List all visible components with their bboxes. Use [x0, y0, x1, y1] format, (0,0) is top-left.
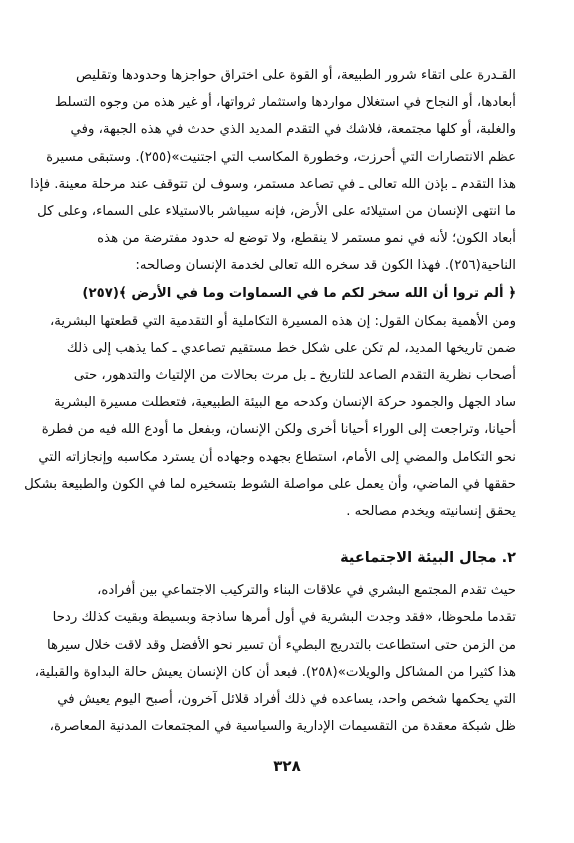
- text-line: هذا كثيرا من المشاكل والويلات»(٢٥٨). فبعد أن كان الإنسان يعيش حالة البداوة والقبلية،: [34, 664, 516, 680]
- text-line: تقدما ملحوظا، «فقد وجدت البشرية في أول أمرها ساذجة وبسيطة وبقيت كذلك ردحا: [52, 610, 516, 626]
- text-line: يحقق إنسانيته ويخدم مصالحه .: [346, 504, 516, 520]
- text-line: أبعادها، أو النجاح في استغلال مواردها واستثمار ثرواتها، أو غير هذه من وجوه التسلط: [54, 95, 516, 111]
- text-line: الناحية(٢٥٦). فهذا الكون قد سخره الله تعالى لخدمة الإنسان وصالحه:: [135, 258, 516, 274]
- text-line: التي يحكمها شخص واحد، يساعده في ذلك أفراد قلائل آخرون، أصبح اليوم يعيش في: [57, 692, 516, 708]
- text-line: من الزمن حتى استطاعت بالتدريج البطيء أن تسير نحو الأفضل وقد لاقت خلال سيرها: [46, 637, 516, 653]
- text-line: أبعاد الكون؛ لأنه في نمو مستمر لا ينقطع، ولا توضع له حدود مفترضة من هذه: [97, 231, 516, 247]
- text-line: عظم الانتصارات التي أحرزت، وخطورة المكاسب التي اجتنيت»(٢٥٥). وستبقى مسيرة: [46, 149, 516, 165]
- text-line: أحيانا، وتراجعت إلى الوراء أحيانا أخرى ولكن الإنسان، وبفعل ما أودع الله فيه من فطرة: [41, 422, 516, 438]
- text-line: ساد الجهل والجمود حركة الإنسان وكدحه مع البيئة الطبيعية، فتعطلت مسيرة البشرية: [54, 395, 516, 411]
- paragraph-2: [24, 308, 516, 526]
- quran-verse: ﴿ ألم تروا أن الله سخر لكم ما في السماوات وما في الأرض ﴾(٢٥٧): [82, 285, 516, 301]
- text-line: القـدرة على اتقاء شرور الطبيعة، أو القوة على اختراق حواجزها وحدودها وتقليص: [75, 68, 516, 83]
- text-line: هذا التقدم ـ بإذن الله تعالى ـ في تصاعد مستمر، وسوف لن تتوقف عند مرحلة معينة. فإذا: [30, 176, 516, 192]
- text-line: نحو التكامل والمضي إلى الأمام، استطاع بجهده وجهاده أن يسترد مكاسبه وإنجازاته التي: [38, 449, 516, 465]
- text-line: ما انتهى الإنسان من استيلائه على الأرض، فإنه سيباشر بالاستيلاء على السماء، وعلى كل: [37, 204, 516, 220]
- text-line: أصحاب نظرية التقدم الصاعد للتاريخ ـ بل مرت بحالات من الإلتياث والتدهور، حتى: [73, 368, 516, 384]
- section-heading: ٢. مجال البيئة الاجتماعية: [340, 550, 516, 567]
- quran-verse-block: [58, 280, 516, 308]
- text-line: ومن الأهمية بمكان القول: إن هذه المسيرة التكاملية أو التقدمية التي قطعتها البشرية،: [49, 313, 516, 329]
- text-line: حيث تقدم المجتمع البشري في علاقات البناء والتركيب الاجتماعي بين أفراده،: [97, 583, 516, 599]
- text-line: والغلبة، أو كلها مجتمعة، فلاشك في التقدم المديد الذي حدث في هذه الجبهة، وفي: [70, 122, 516, 138]
- paragraph-1: [30, 62, 516, 280]
- paragraph-3: [34, 577, 516, 740]
- page-number: ٣٢٨: [273, 757, 301, 775]
- text-line: حققها في الماضي، وأن يعمل على مواصلة الشوط بتسخيره لما في الكون والطبيعة بشكل: [24, 476, 516, 492]
- text-line: ظل شبكة معقدة من التقسيمات الإدارية والسياسية في المجتمعات المدنية المعاصرة،: [49, 719, 516, 735]
- text-line: ضمن تاريخها المديد، لم تكن على شكل خط مستقيم تصاعدي ـ كما يذهب إلى ذلك: [66, 340, 516, 356]
